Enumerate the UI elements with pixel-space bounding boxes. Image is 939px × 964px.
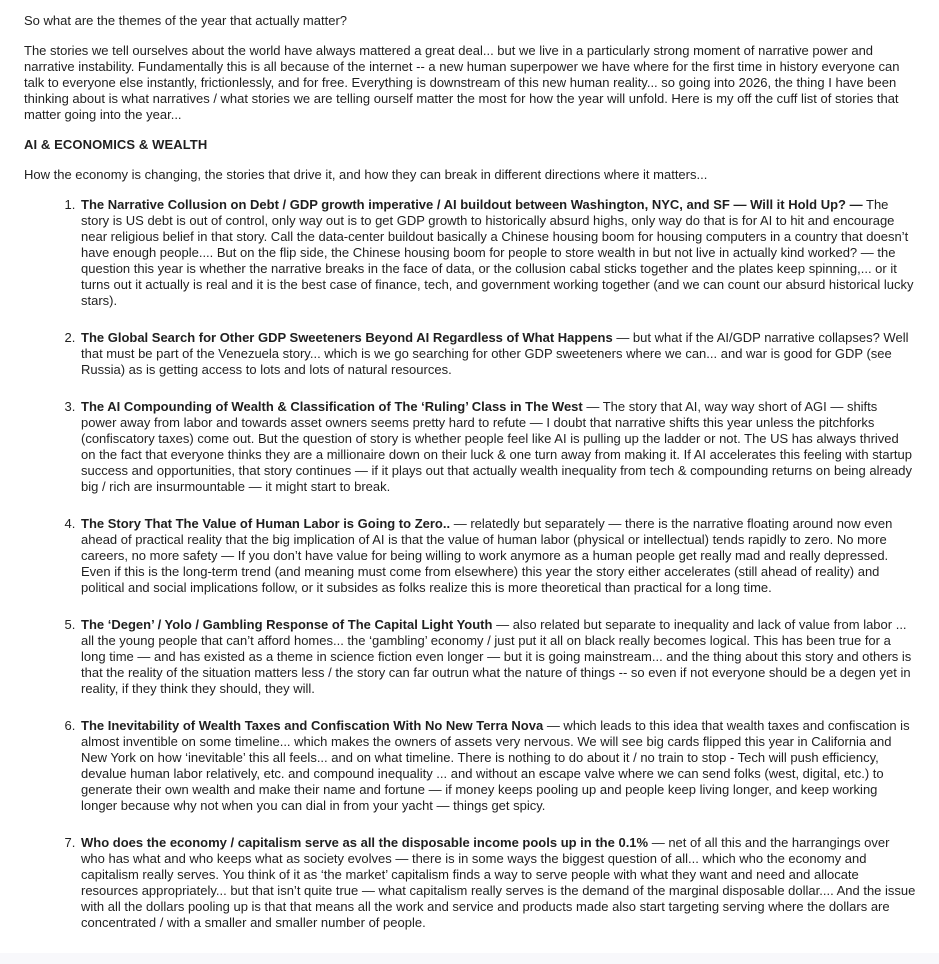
section-intro: How the economy is changing, the stories that drive it, and how they can break in different directions where it matters... (24, 167, 708, 182)
list-item (79, 617, 916, 697)
theme-title: The ‘Degen’ / Yolo / Gambling Response of The Capital Light Youth (81, 617, 493, 632)
theme-title: The AI Compounding of Wealth & Classification of The ‘Ruling’ Class in The West (81, 399, 583, 414)
list-item (79, 718, 916, 814)
theme-title: The Global Search for Other GDP Sweeteners Beyond AI Regardless of What Happens (81, 330, 613, 345)
bottom-panel-edge (0, 953, 939, 964)
themes-list (24, 197, 916, 931)
list-item (79, 835, 916, 931)
theme-body: — The story that AI, way way short of AGI — shifts power away from labor and towards asset owners seems pretty hard to refute — I doubt that narrative shifts this year unless the pitchforks (confiscatory taxes) come out. But the question of story is whether people feel like AI is pulling up the ladder or not. The US has always thrived on the fact that everyone thinks they are a millionaire down on their luck & one turn away from making it. If AI accelerates this feeling with startup success and opportunities, that story continues — if it plays out that actually wealth inequality from tech & compounding returns on being already big / rich are insurmountable — it might start to break. (81, 399, 913, 494)
theme-body: — relatedly but separately — there is the narrative floating around now even ahead of practical reality that the big implication of AI is that the value of human labor (physical or intellectual) tends rapidly to zero. No more careers, no more safety — If you don’t have value for being willing to work anymore as a human people get really mad and really depressed. Even if this is the long-term trend (and meaning must come from elsewhere) this year the story either accelerates (still ahead of reality) and political and social implications follow, or it subsides as folks realize this is more theoretical than practical for a long time. (81, 516, 893, 595)
opening-paragraph: So what are the themes of the year that actually matter? (24, 13, 348, 28)
theme-body: — which leads to this idea that wealth taxes and confiscation is almost inventible on some timeline... which makes the owners of assets very nervous. We will see big cards flipped this year in California and New York on how ‘inevitable’ this all feels... and on what timeline. There is nothing to do about it / no train to stop - Tech will push efficiency, devalue human labor relatively, etc. and compound inequality ... and without an escape valve where we can send folks (west, digital, etc.) to generate their own wealth and make their name and fortune — if money keeps pooling up and people keep living longer, and keep working longer because why not when you can dial in from your yacht — things get spicy. (81, 718, 910, 813)
context-paragraph: The stories we tell ourselves about the world have always mattered a great deal... but we live in a particularly strong moment of narrative power and narrative instability. Fundamentally this is all because of the internet -- a new human superpower we have where for the first time in history everyone can talk to everyone else instantly, frictionlessly, and for free. Everything is downstream of this new human reality... so going into 2026, the thing I have been thinking about is what narratives / what stories we are telling ourself matter the most for how the year will unfold. Here is my off the cuff list of stories that matter going into the year... (24, 43, 900, 122)
list-item (79, 399, 916, 495)
theme-title: The Inevitability of Wealth Taxes and Confiscation With No New Terra Nova (81, 718, 544, 733)
theme-body: The story is US debt is out of control, only way out is to get GDP growth to historically absurd highs, only way do that is for AI to hit and encourage near religious belief in that story. Call the data-center buildout basically a Chinese housing boom for housing computers in a country that doesn’t have enough people.... But on the flip side, the Chinese housing boom for people to store wealth in but not live in actually kind worked? — the question this year is whether the narrative breaks in the face of data, or the collusion cabal sticks together and the plates keep spinning,... or it turns out it actually is real and it is the best case of finance, tech, and government working together (and we can count our absurd historical lucky stars). (81, 197, 914, 308)
section-heading: AI & ECONOMICS & WEALTH (24, 137, 208, 152)
list-item (79, 330, 916, 378)
theme-body: — net of all this and the harrangings over who has what and who keeps what as society evolves — there is in some ways the biggest question of all... which who the economy and capitalism really serves. You think of it as ‘the market’ capitalism finds a way to serve people with what they want and need and allocate resources appropriately... but that isn’t quite true — what capitalism really serves is the demand of the marginal disposable dollar.... And the issue with all the dollars pooling up is that that means all the work and service and products made also start targeting serving where the dollars are concentrated / with a smaller and smaller number of people. (81, 835, 916, 930)
list-item (79, 197, 916, 309)
theme-title: Who does the economy / capitalism serve as all the disposable income pools up in the 0.1% (81, 835, 649, 850)
theme-title: The Narrative Collusion on Debt / GDP growth imperative / AI buildout between Washington, NYC, and SF — Will it Hold Up? — (81, 197, 863, 212)
theme-title: The Story That The Value of Human Labor is Going to Zero.. (81, 516, 451, 531)
theme-body: — also related but separate to inequality and lack of value from labor ... all the young people that can’t afford homes... the ‘gambling’ economy / just put it all on black really becomes logical. This has been true for a long time — and has existed as a theme in science fiction even longer — but it is going mainstream... and the thing about this story and others is that the reality of the situation matters less / the story can far outrun what the nature of things -- so even if not everyone should be a degen yet in reality, if they think they should, they will. (81, 617, 912, 696)
list-item (79, 516, 916, 596)
theme-body: — but what if the AI/GDP narrative collapses? Well that must be part of the Venezuela story... which is we go searching for other GDP sweeteners where we can... and war is good for GDP (see Russia) as is getting access to lots and lots of natural resources. (81, 330, 909, 377)
